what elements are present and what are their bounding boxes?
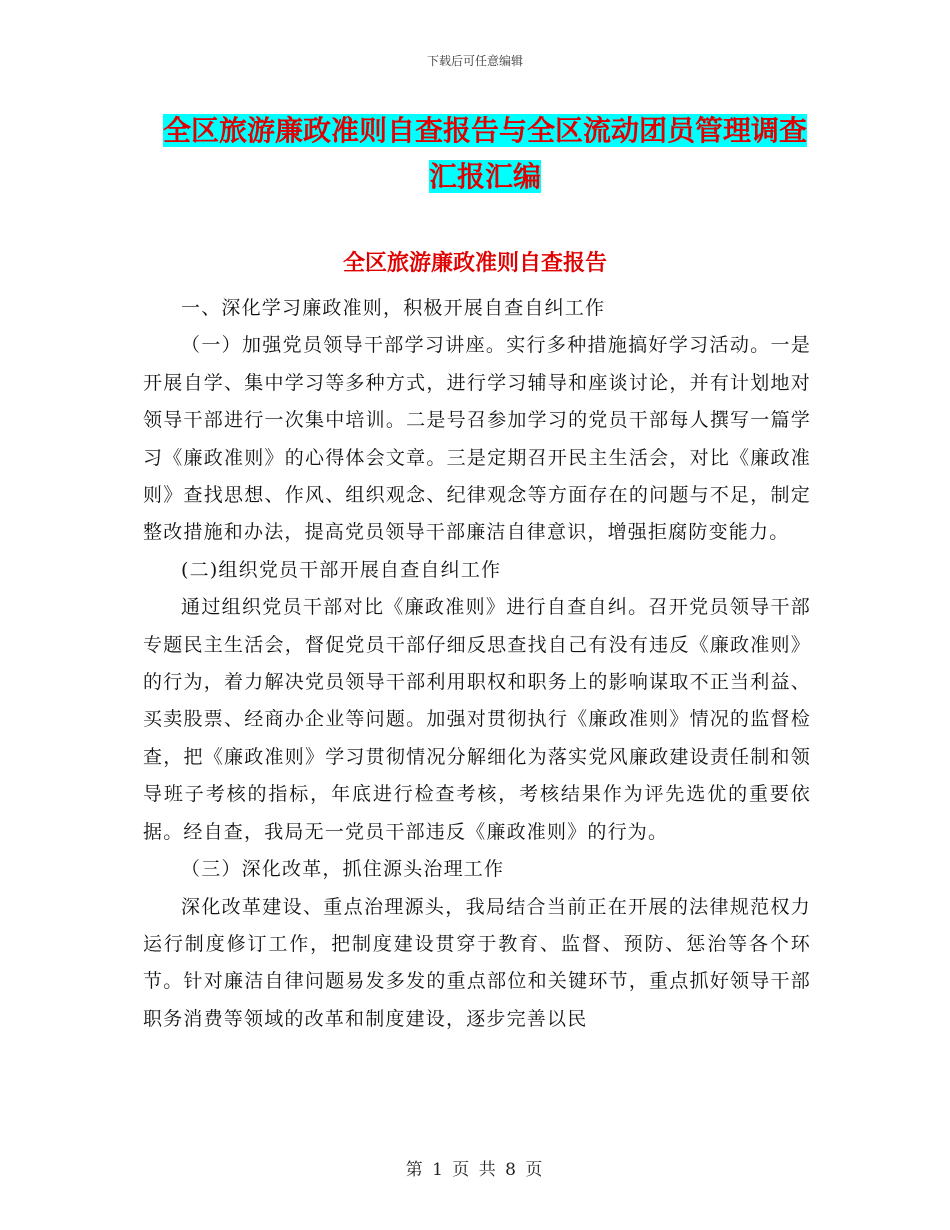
document-body <box>143 290 811 1038</box>
page-number-footer: 第 1 页 共 8 页 <box>405 1160 545 1180</box>
paragraph-1: （一）加强党员领导干部学习讲座。实行多种措施搞好学习活动。一是开展自学、集中学习等多种方式，进行学习辅导和座谈讨论，并有计划地对领导干部进行一次集中培训。二是号召参加学习的党员干部每人撰写一篇学习《廉政准则》的心得体会文章。三是定期召开民主生活会，对比《廉政准则》查找思想、作风、组织观念、纪律观念等方面存在的问题与不足，制定整改措施和办法，提高党员领导干部廉洁自律意识，增强拒腐防变能力。 <box>143 334 811 544</box>
header-note: 下载后可任意编辑 <box>426 54 523 68</box>
document-title-line-2: 汇报汇编 <box>428 160 541 193</box>
subheading-2: (二)组织党员干部开展自查自纠工作 <box>181 558 502 581</box>
section-title: 全区旅游廉政准则自查报告 <box>342 251 607 276</box>
document-title <box>145 108 825 200</box>
subheading-3: （三）深化改革，抓住源头治理工作 <box>181 858 505 881</box>
heading-1: 一、深化学习廉政准则，积极开展自查自纠工作 <box>181 297 606 319</box>
paragraph-3: 深化改革建设、重点治理源头，我局结合当前正在开展的法律规范权力运行制度修订工作，把制度建设贯穿于教育、监督、预防、惩治等各个环节。针对廉洁自律问题易发多发的重点部位和关键环节，重点抓好领导干部职务消费等领域的改革和制度建设，逐步完善以民 <box>143 895 811 1030</box>
document-title-line-1: 全区旅游廉政准则自查报告与全区流动团员管理调查 <box>162 114 807 147</box>
paragraph-2: 通过组织党员干部对比《廉政准则》进行自查自纠。召开党员领导干部专题民主生活会，督促党员干部仔细反思查找自己有没有违反《廉政准则》的行为，着力解决党员领导干部利用职权和职务上的影响谋取不正当利益、买卖股票、经商办企业等问题。加强对贯彻执行《廉政准则》情况的监督检查，把《廉政准则》学习贯彻情况分解细化为落实党风廉政建设责任制和领导班子考核的指标，年底进行检查考核，考核结果作为评先选优的重要依据。经自查，我局无一党员干部违反《廉政准则》的行为。 <box>143 596 811 843</box>
